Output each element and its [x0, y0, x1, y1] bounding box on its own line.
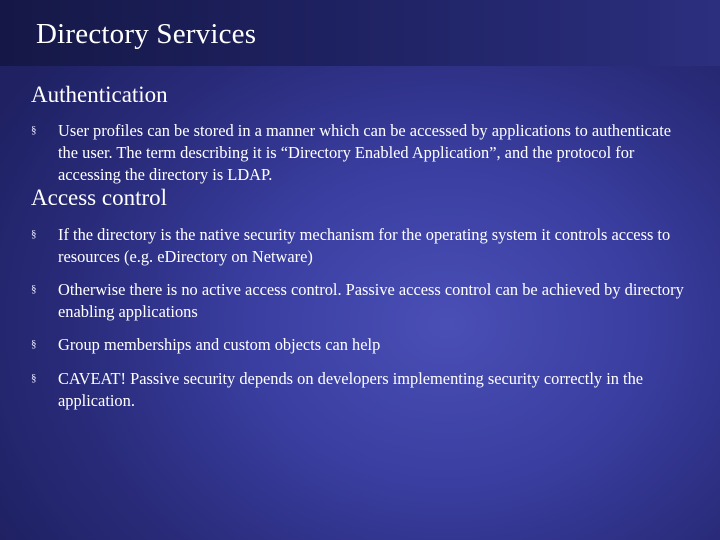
bullet-item	[31, 334, 691, 356]
bullet-marker-icon: §	[31, 228, 37, 240]
bullet-text: Group memberships and custom objects can help	[58, 335, 381, 354]
bullet-item	[31, 120, 691, 186]
bullet-text: Otherwise there is no active access control. Passive access control can be achieved by directory enabling applications	[58, 280, 684, 321]
bullet-marker-icon: §	[31, 372, 37, 384]
slide-title: Directory Services	[36, 18, 257, 50]
bullet-marker-icon: §	[31, 338, 37, 350]
bullet-text: User profiles can be stored in a manner which can be accessed by applications to authenticate the user. The term describing it is “Directory Enabled Application”, and the protocol for accessing the directory is LDAP.	[58, 121, 672, 184]
bullet-item	[31, 279, 691, 323]
bullet-marker-icon: §	[31, 283, 37, 295]
bullet-text: CAVEAT! Passive security depends on developers implementing security correctly in the application.	[58, 369, 644, 410]
section-heading-access-control: Access control	[31, 185, 168, 210]
section-heading-authentication: Authentication	[31, 82, 168, 107]
bullet-item	[31, 368, 691, 412]
bullet-marker-icon: §	[31, 124, 37, 136]
bullet-text: If the directory is the native security mechanism for the operating system it controls access to resources (e.g. eDirectory on Netware)	[58, 225, 671, 266]
bullet-item	[31, 224, 691, 268]
